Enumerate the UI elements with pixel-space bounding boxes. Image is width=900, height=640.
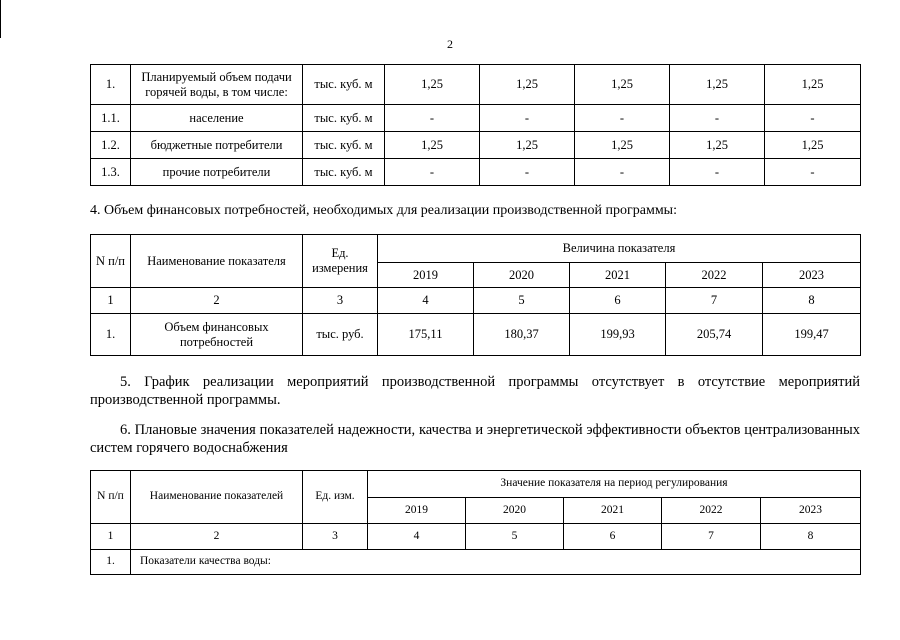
- row-name: население: [131, 105, 303, 132]
- row-name: Планируемый объем подачи горячей воды, в том числе:: [131, 65, 303, 105]
- table-row: [91, 314, 861, 356]
- row-value: -: [480, 105, 575, 132]
- col-header-value-group: Значение показателя на период регулирования: [368, 471, 861, 498]
- col-header-name: Наименование показателя: [131, 235, 303, 288]
- column-index: 3: [303, 288, 378, 314]
- col-header-year: 2021: [564, 498, 662, 524]
- row-number: 1.: [91, 314, 131, 356]
- row-value: -: [575, 159, 670, 186]
- table-row: [91, 132, 861, 159]
- column-index: 7: [662, 524, 761, 550]
- column-index: 1: [91, 524, 131, 550]
- column-index-row: [91, 524, 861, 550]
- section-5-paragraph: 5. График реализации мероприятий производственной программы отсутствует в отсутствие мероприятий производственной программы.: [90, 374, 860, 408]
- row-unit: тыс. куб. м: [303, 105, 385, 132]
- column-index: 8: [763, 288, 861, 314]
- row-name: бюджетные потребители: [131, 132, 303, 159]
- row-number: 1.1.: [91, 105, 131, 132]
- row-value: 1,25: [575, 65, 670, 105]
- financial-needs-table: [90, 234, 861, 356]
- row-unit: тыс. куб. м: [303, 159, 385, 186]
- row-unit: тыс. куб. м: [303, 65, 385, 105]
- row-number: 1.: [91, 550, 131, 575]
- page-edge-mark: [0, 0, 1, 38]
- column-index: 4: [378, 288, 474, 314]
- column-index: 4: [368, 524, 466, 550]
- section-6-paragraph: 6. Плановые значения показателей надежности, качества и энергетической эффективности объектов централизованных систем горячего водоснабжения: [90, 422, 860, 456]
- column-index: 6: [564, 524, 662, 550]
- row-value: 1,25: [670, 132, 765, 159]
- col-header-number: N п/п: [91, 235, 131, 288]
- column-index: 1: [91, 288, 131, 314]
- row-value: 205,74: [666, 314, 763, 356]
- row-value: -: [385, 159, 480, 186]
- col-header-year: 2022: [662, 498, 761, 524]
- col-header-year: 2021: [570, 263, 666, 288]
- col-header-unit: Ед. изм.: [303, 471, 368, 524]
- row-section-title: Показатели качества воды:: [131, 550, 861, 575]
- row-value: -: [575, 105, 670, 132]
- page-number: 2: [447, 37, 453, 51]
- column-index: 3: [303, 524, 368, 550]
- table-row: [91, 65, 861, 105]
- row-unit: тыс. руб.: [303, 314, 378, 356]
- col-header-year: 2019: [378, 263, 474, 288]
- column-index: 2: [131, 524, 303, 550]
- section-4-heading: 4. Объем финансовых потребностей, необходимых для реализации производственной программы:: [90, 203, 677, 218]
- row-unit: тыс. куб. м: [303, 132, 385, 159]
- col-header-year: 2019: [368, 498, 466, 524]
- row-value: -: [765, 159, 861, 186]
- row-name: Объем финансовых потребностей: [131, 314, 303, 356]
- col-header-number: N п/п: [91, 471, 131, 524]
- row-value: 1,25: [575, 132, 670, 159]
- column-index: 6: [570, 288, 666, 314]
- column-index-row: [91, 288, 861, 314]
- hot-water-volume-table: [90, 64, 861, 186]
- column-index: 5: [466, 524, 564, 550]
- row-value: 175,11: [378, 314, 474, 356]
- col-header-name: Наименование показателей: [131, 471, 303, 524]
- row-value: 1,25: [765, 132, 861, 159]
- row-number: 1.2.: [91, 132, 131, 159]
- col-header-year: 2022: [666, 263, 763, 288]
- col-header-year: 2023: [761, 498, 861, 524]
- col-header-year: 2023: [763, 263, 861, 288]
- row-value: 1,25: [670, 65, 765, 105]
- row-number: 1.: [91, 65, 131, 105]
- col-header-value-group: Величина показателя: [378, 235, 861, 263]
- row-value: 199,93: [570, 314, 666, 356]
- col-header-year: 2020: [466, 498, 564, 524]
- table-header-row: [91, 235, 861, 263]
- table-row: [91, 105, 861, 132]
- reliability-indicators-table: [90, 470, 861, 575]
- col-header-year: 2020: [474, 263, 570, 288]
- row-value: 180,37: [474, 314, 570, 356]
- row-value: 1,25: [480, 65, 575, 105]
- column-index: 7: [666, 288, 763, 314]
- row-name: прочие потребители: [131, 159, 303, 186]
- row-value: -: [765, 105, 861, 132]
- table-row: [91, 159, 861, 186]
- column-index: 5: [474, 288, 570, 314]
- row-value: 1,25: [480, 132, 575, 159]
- table-row: [91, 550, 861, 575]
- column-index: 8: [761, 524, 861, 550]
- row-value: -: [385, 105, 480, 132]
- row-value: -: [670, 105, 765, 132]
- row-value: 1,25: [385, 132, 480, 159]
- row-value: 1,25: [765, 65, 861, 105]
- col-header-unit: Ед. измерения: [303, 235, 378, 288]
- table-header-row: [91, 471, 861, 498]
- row-value: -: [670, 159, 765, 186]
- row-value: 1,25: [385, 65, 480, 105]
- column-index: 2: [131, 288, 303, 314]
- row-value: 199,47: [763, 314, 861, 356]
- row-value: -: [480, 159, 575, 186]
- row-number: 1.3.: [91, 159, 131, 186]
